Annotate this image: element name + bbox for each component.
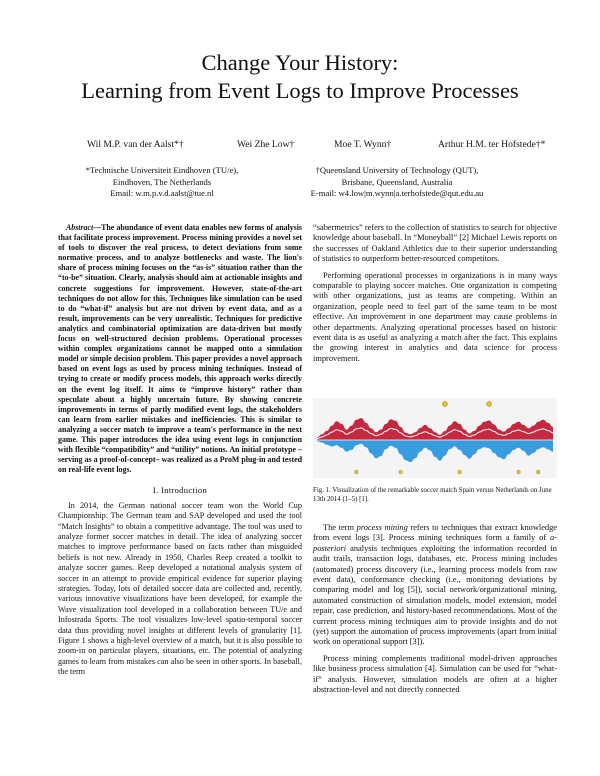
affiliation-left — [62, 165, 262, 200]
event-marker — [517, 470, 521, 474]
term-process-mining: process mining — [356, 523, 408, 532]
right-column-lower — [313, 523, 557, 696]
author-1: Wil M.P. van der Aalst*† — [87, 139, 184, 150]
paper-title-line-1: Change Your History: — [201, 50, 399, 75]
event-marker — [399, 470, 403, 474]
right-paragraph-4: Process mining complements traditional model-driven approaches like business process simulation [4]. Simulation can be used for “what-if” analysis. However, simulation models are often at a higher abstraction-level and not directly connected — [313, 653, 557, 695]
event-marker — [486, 401, 491, 406]
affiliation-right-line-1: †Queensland University of Technology (QUT), — [315, 165, 479, 175]
right-column — [313, 223, 557, 364]
right-paragraph-2: Performing operational processes in organizations is in many ways comparable to playing soccer matches. One organization is competing with other organizations, just as teams are competing. Within an organization, people need to feel part of the same team to be most effective. An improvement in one department may cause problems in other departments. Analyzing operational processes based on historic event data is as useful as analyzing a match after the fact. This explains the growing interest in analytics and data science for process improvement. — [313, 270, 557, 363]
right-paragraph-3 — [313, 523, 557, 648]
right-paragraph-1: “sabermetrics” refers to the collection of statistics to search for objective knowledge about baseball. In “Moneyball” [2] Michael Lewis reports on the successes of Oakland Athletics due to their superior understanding of statistics to outperform better-resourced competitors. — [313, 223, 557, 264]
affiliation-left-email: Email: w.m.p.v.d.aalst@tue.nl — [110, 188, 214, 199]
abstract-label: Abstract — [66, 223, 94, 232]
abstract — [58, 223, 302, 475]
author-2: Wei Zhe Low† — [237, 139, 295, 150]
author-4: Arthur H.M. ter Hofstede†* — [438, 139, 546, 150]
affiliation-right-line-2: Brisbane, Queensland, Australia — [341, 176, 453, 187]
left-column — [58, 223, 302, 678]
affiliation-right-email: E-mail: w4.low|m.wynn|a.terhofstede@qut.edu.au — [310, 188, 484, 199]
p3-text-c: analysis techniques exploiting the information recorded in audit trails, transaction logs, databases, etc. Process mining includes (automated) process discovery (i.e., learning process models from raw event data), conformance checking (i.e., monitoring deviations by comparing model and log [5]), social network/organizational mining, automated construction of simulation models, model extension, model repair, case prediction, and history-based recommendations. Most of the current process mining techniques aim to provide insights and do not (yet) support the automation of process improvements (apart from initial work on operational support [3]). — [313, 543, 557, 647]
intro-paragraph-1: In 2014, the German national soccer team won the World Cup Championship. The German team and SAP developed and used the tool “Match Insights” to obtain a competitive advantage. The tool was used to analyze former soccer matches in detail. The idea of analyzing soccer matches to improve performance based on facts rather than misguided beliefs is not new. Already in 1950, Charles Reep created a toolkit to analyze soccer games. Reep developed a notational analysis system of soccer in an attempt to provide empirical evidence for superior playing strategies. Today, lots of detailed soccer data are collected and, recently, various innovative visualizations have been developed, for example the Wave visualization tool developed in a collaboration between TU/e and Infostrada Sports. The tool visualizes low-level spatio-temporal soccer data thus providing novel insights at different levels of granularity [1]. Figure 1 shows a high-level overview of a match, but it is also possible to zoom-in on particular players, situations, etc. The potential of analyzing games to learn from mistakes can also be seen in other sports. In baseball, the term — [58, 500, 302, 677]
event-marker — [458, 470, 462, 474]
paper-title-line-2: Learning from Event Logs to Improve Processes — [81, 78, 519, 103]
affiliation-right — [276, 165, 518, 200]
abstract-text: —The abundance of event data enables new forms of analysis that facilitate process improvement. Process mining provides a novel set of tools to discover the real process, to detect deviations from some normative process, and to analyze bottlenecks and waste. The lion's share of process mining focuses on the “as-is” situation rather than the “to-be” situation. Clearly, analysis should aim at actionable insights and concrete suggestions for improvement. However, state-of-the-art techniques do not allow for this. Techniques like simulation can be used to do “what-if” analysis but are not driven by event data, and as a result, improvements can be very unrealistic. Techniques for predictive analytics and combinatorial optimization are data-driven but mostly focus on well-structured decision problems. Operational processes within complex organizations cannot be mapped onto a simulation model or simple decision problem. This paper provides a novel approach based on event logs as used by process mining techniques. Instead of trying to create or modify process models, this approach works directly on the event log itself. It aims to “improve history” rather than speculate about a highly uncertain future. By showing concrete improvements in terms of partly modified event logs, the stakeholders can learn from earlier mistakes and inefficiencies. This is similar to analyzing a soccer match to improve a team's performance in the next game. This paper introduces the idea using event logs in conjunction with flexible “compatibility” and “utility” notions. An initial prototype –serving as a proof-of-concept– was realized as a ProM plug-in and tested on real-life event logs. — [58, 223, 302, 475]
figure-1-caption: Fig. 1. Visualization of the remarkable soccer match Spain versus Netherlands on June 13th 2014 (1–5) [1]. — [313, 487, 552, 503]
term-a-posteriori: a-posteriori — [313, 533, 557, 553]
figure-1-wave-chart — [313, 398, 557, 478]
event-marker — [536, 470, 540, 474]
event-marker — [355, 470, 359, 474]
event-marker — [442, 401, 447, 406]
p3-text-b: refers to techniques that extract knowledge from event logs [3]. Process mining techniques form a family of — [313, 523, 558, 543]
section-heading-introduction: I. Introduction — [152, 485, 208, 496]
author-3: Moe T. Wynn† — [334, 139, 392, 150]
p3-text-a: The term — [323, 523, 357, 532]
affiliation-left-line-2: Eindhoven, The Netherlands — [112, 176, 212, 187]
affiliation-left-line-1: *Technische Universiteit Eindhoven (TU/e), — [85, 165, 239, 175]
